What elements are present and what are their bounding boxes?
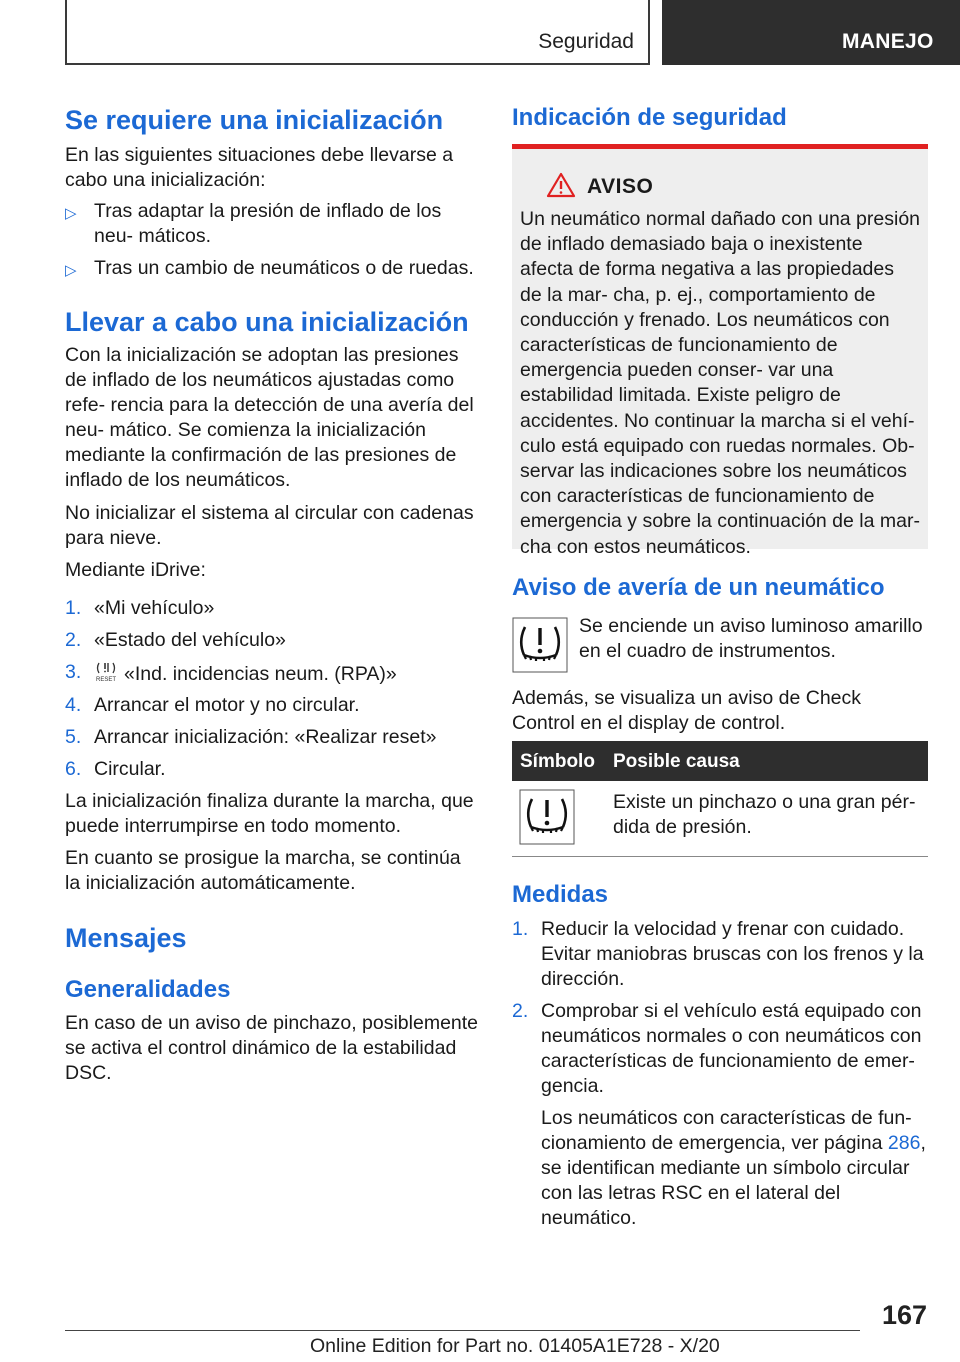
heading-measures: Medidas <box>512 881 609 908</box>
measure-number: 1. <box>512 918 529 940</box>
header-section-box <box>65 0 650 65</box>
footer-edition: Online Edition for Part no. 01405A1E728 - X/20 <box>310 1335 720 1357</box>
do-init-paragraph-3: Mediante iDrive: <box>65 559 206 581</box>
heading-general: Generalidades <box>65 976 231 1003</box>
step-item <box>65 725 480 750</box>
step-item <box>65 660 480 687</box>
step-item <box>65 628 480 653</box>
warning-title: AVISO <box>587 175 654 198</box>
header-chapter-box <box>662 0 960 65</box>
do-init-paragraph-2: No inicializar el sistema al circular con cadenas para nieve. <box>65 502 474 549</box>
step-number: 3. <box>65 661 82 683</box>
step-text: Circular. <box>94 758 166 780</box>
step-number: 1. <box>65 597 82 619</box>
measure-item <box>512 999 928 1099</box>
step-item <box>65 757 480 782</box>
step-item <box>65 596 480 621</box>
step-number: 5. <box>65 726 82 748</box>
measure-text: Comprobar si el vehículo está equipado con neumáticos normales o con neumáticos con características de funcionamiento de emer‐ gencia. <box>541 1000 922 1097</box>
do-init-paragraph-1: Con la inicialización se adoptan las presiones de inflado de los neumáticos ajustadas como refe‐ rencia para la detección de una avería del neu‐ mático. Se comienza la inicialización mediante la confirmación de las presiones de inflado de los neumáticos. <box>65 344 474 491</box>
heading-safety: Indicación de seguridad <box>512 104 787 131</box>
symbol-table-header <box>512 741 928 781</box>
page-reference-link[interactable]: 286 <box>887 1132 921 1154</box>
header-chapter-title: MANEJO <box>842 30 934 53</box>
step-text: Arrancar inicialización: «Realizar reset» <box>94 726 437 748</box>
do-init-paragraph-5: En cuanto se prosigue la marcha, se continúa la inicialización automáticamente. <box>65 847 461 894</box>
measure-note-text: Los neumáticos con características de fun‐ cionamiento de emergencia, ver página <box>541 1107 912 1154</box>
warning-text: Un neumático normal dañado con una presión de inflado demasiado baja o inexistente afecta de forma negativa a las propiedades de la mar‐ cha, p. ej., comportamiento de conducción y frenado. Los neumáticos con características de funcionamiento de emergencia pueden conser‐ var una estabilidad limitada. Existe peligro de accidentes. No continuar la marcha si el vehí‐ culo está equipado con ruedas normales. Ob‐ servar las indicaciones sobre los neumáticos con características de funcionamiento de emergencia y sobre la continuación de la mar‐ cha con estos neumáticos. <box>520 208 921 558</box>
table-header-symbol: Símbolo <box>520 751 595 772</box>
step-number: 6. <box>65 758 82 780</box>
triangle-bullet-icon: ▷ <box>65 205 77 222</box>
tire-pressure-warning-icon <box>512 617 568 673</box>
reset-icon <box>94 660 118 684</box>
do-init-paragraph-4: La inicialización finaliza durante la marcha, que puede interrumpirse en todo momento. <box>65 790 474 837</box>
step-item <box>65 693 480 718</box>
tire-fault-paragraph-2: Además, se visualiza un aviso de Check Control en el display de control. <box>512 687 862 734</box>
heading-init-required: Se requiere una inicialización <box>65 105 444 135</box>
measure-note-text-end: , se identifican mediante un símbolo circular con las letras RSC en el lateral del neumático. <box>541 1132 926 1229</box>
measure-item <box>512 917 928 992</box>
step-text: «Ind. incidencias neum. (RPA)» <box>124 663 397 685</box>
svg-text:RESET: RESET <box>95 677 117 683</box>
table-row-cause: Existe un pinchazo o una gran pér‐ dida de presión. <box>613 791 916 838</box>
table-header-cause: Posible causa <box>613 751 740 772</box>
init-required-intro: En las siguientes situaciones debe llevarse a cabo una inicialización: <box>65 144 454 191</box>
measure-note <box>512 1106 928 1231</box>
triangle-bullet-icon: ▷ <box>65 262 77 279</box>
bullet-text: Tras un cambio de neumáticos o de ruedas. <box>94 257 474 279</box>
table-bottom-rule <box>512 856 928 857</box>
bullet-item <box>65 256 480 281</box>
bullet-item <box>65 199 480 249</box>
general-paragraph: En caso de un aviso de pinchazo, posiblemente se activa el control dinámico de la estabilidad DSC. <box>65 1012 479 1084</box>
measure-text: Reducir la velocidad y frenar con cuidado. Evitar maniobras bruscas con los frenos y la dirección. <box>541 918 924 990</box>
heading-tire-fault: Aviso de avería de un neumático <box>512 574 885 601</box>
tire-pressure-warning-icon <box>519 789 575 845</box>
tire-fault-paragraph-1: Se enciende un aviso luminoso amarillo en el cuadro de instrumentos. <box>579 615 923 662</box>
page-number: 167 <box>881 1300 927 1330</box>
step-text: Arrancar el motor y no circular. <box>94 694 360 716</box>
header-section-title: Seguridad <box>538 30 634 53</box>
step-text: «Mi vehículo» <box>94 597 215 619</box>
measure-number: 2. <box>512 1000 529 1022</box>
warning-box <box>512 144 928 558</box>
footer-rule <box>65 1330 860 1331</box>
step-text: «Estado del vehículo» <box>94 629 286 651</box>
heading-do-init: Llevar a cabo una inicialización <box>65 307 469 337</box>
heading-messages: Mensajes <box>65 923 187 953</box>
bullet-text: Tras adaptar la presión de inflado de los neu‐ máticos. <box>94 200 442 247</box>
step-number: 2. <box>65 629 82 651</box>
step-number: 4. <box>65 694 82 716</box>
warning-triangle-icon <box>546 172 576 198</box>
